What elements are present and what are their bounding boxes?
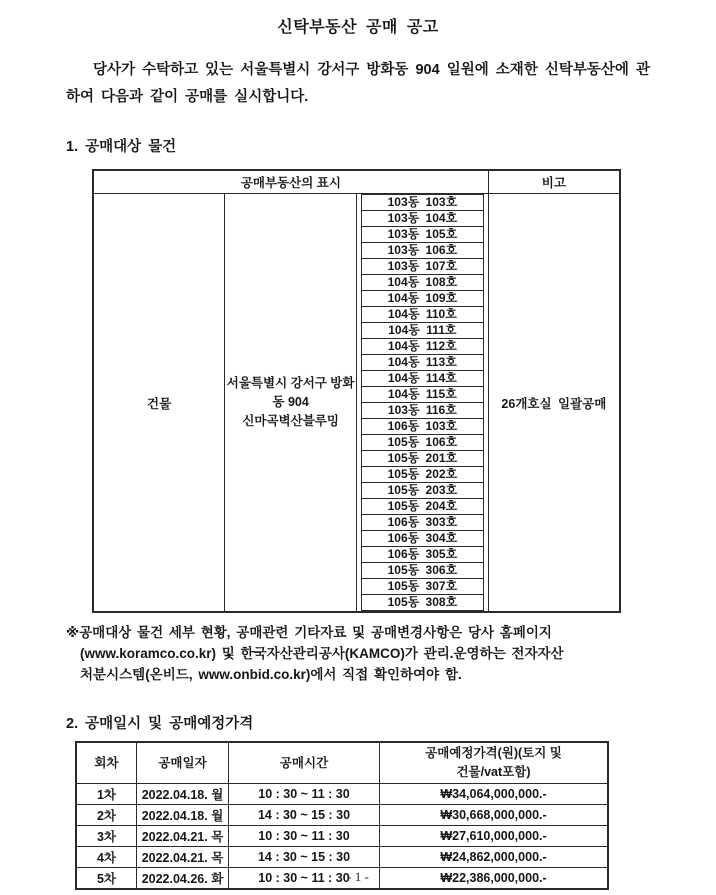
address-line2: 신마곡벽산블루밍 — [242, 414, 339, 428]
time-cell: 14 : 30 ~ 15 : 30 — [229, 805, 380, 826]
price-cell: ₩30,668,000,000.- — [380, 805, 609, 826]
unit-item: 106동 303호 — [361, 514, 484, 531]
date-cell: 2022.04.26. 화 — [137, 868, 229, 890]
header-date: 공매일자 — [137, 742, 229, 784]
unit-item: 106동 103호 — [361, 418, 484, 435]
date-cell: 2022.04.18. 월 — [137, 805, 229, 826]
remark-cell: 26개호실 일괄공매 — [488, 194, 620, 613]
unit-item: 105동 201호 — [361, 450, 484, 467]
unit-item: 106동 304호 — [361, 530, 484, 547]
round-cell: 2차 — [76, 805, 137, 826]
auction-schedule-row — [76, 847, 608, 868]
section2-heading: 2. 공매일시 및 공매예정가격 — [66, 716, 254, 732]
address-line1: 서울특별시 강서구 방화동 904 — [226, 376, 355, 409]
time-cell: 10 : 30 ~ 11 : 30 — [229, 868, 380, 890]
unit-item: 105동 106호 — [361, 434, 484, 451]
property-address-cell — [225, 194, 357, 613]
unit-list — [361, 194, 484, 611]
time-cell: 10 : 30 ~ 11 : 30 — [229, 784, 380, 805]
unit-item: 105동 307호 — [361, 578, 484, 595]
table1-header-remark: 비고 — [488, 170, 620, 194]
round-cell: 3차 — [76, 826, 137, 847]
auction-schedule-row — [76, 784, 608, 805]
unit-item: 104동 112호 — [361, 338, 484, 355]
page-number: - 1 - — [347, 869, 369, 884]
unit-item: 104동 111호 — [361, 322, 484, 339]
price-cell: ₩27,610,000,000.- — [380, 826, 609, 847]
unit-list-cell — [357, 194, 489, 613]
table2-header-row — [76, 742, 608, 784]
unit-item: 103동 116호 — [361, 402, 484, 419]
unit-item: 104동 110호 — [361, 306, 484, 323]
header-time: 공매시간 — [229, 742, 380, 784]
unit-item: 103동 105호 — [361, 226, 484, 243]
section1-heading: 1. 공매대상 물건 — [66, 139, 177, 155]
unit-item: 105동 202호 — [361, 466, 484, 483]
header-price-line1: 공매예정가격(원)(토지 및 — [425, 746, 562, 760]
unit-item: 104동 113호 — [361, 354, 484, 371]
date-cell: 2022.04.18. 월 — [137, 784, 229, 805]
time-cell: 10 : 30 ~ 11 : 30 — [229, 826, 380, 847]
time-cell: 14 : 30 ~ 15 : 30 — [229, 847, 380, 868]
category-cell: 건물 — [93, 194, 225, 613]
note-line-2: (www.koramco.co.kr) 및 한국자산관리공사(KAMCO)가 관리.운영하는 전자자산 — [80, 646, 564, 661]
unit-item: 105동 306호 — [361, 562, 484, 579]
unit-item: 104동 109호 — [361, 290, 484, 307]
auction-schedule-row — [76, 826, 608, 847]
price-cell: ₩34,064,000,000.- — [380, 784, 609, 805]
header-price — [380, 742, 609, 784]
unit-item: 105동 308호 — [361, 594, 484, 611]
page-title: 신탁부동산 공매 공고 — [277, 19, 439, 36]
table1-header-main: 공매부동산의 표시 — [93, 170, 488, 194]
unit-item: 103동 106호 — [361, 242, 484, 259]
unit-item: 104동 114호 — [361, 370, 484, 387]
header-price-line2: 건물/vat포함) — [456, 765, 531, 779]
note-block — [66, 622, 650, 685]
auction-schedule-table — [75, 741, 609, 890]
round-cell: 1차 — [76, 784, 137, 805]
auction-schedule-row — [76, 805, 608, 826]
round-cell: 5차 — [76, 868, 137, 890]
price-cell: ₩24,862,000,000.- — [380, 847, 609, 868]
date-cell: 2022.04.21. 목 — [137, 826, 229, 847]
note-line-3: 처분시스템(온비드, www.onbid.co.kr)에서 직접 확인하여야 함. — [80, 667, 462, 682]
unit-item: 103동 103호 — [361, 194, 484, 211]
unit-item: 103동 104호 — [361, 210, 484, 227]
unit-item: 106동 305호 — [361, 546, 484, 563]
header-round: 회차 — [76, 742, 137, 784]
unit-item: 104동 115호 — [361, 386, 484, 403]
note-line-1: ※공매대상 물건 세부 현황, 공매관련 기타자료 및 공매변경사항은 당사 홈페이지 — [66, 625, 552, 640]
round-cell: 4차 — [76, 847, 137, 868]
price-cell: ₩22,386,000,000.- — [380, 868, 609, 890]
auction-items-table — [92, 169, 621, 613]
unit-item: 105동 203호 — [361, 482, 484, 499]
unit-item: 103동 107호 — [361, 258, 484, 275]
intro-paragraph: 당사가 수탁하고 있는 서울특별시 강서구 방화동 904 일원에 소재한 신탁부동산에 관하여 다음과 같이 공매를 실시합니다. — [66, 62, 650, 105]
unit-item: 104동 108호 — [361, 274, 484, 291]
table1-header-row — [93, 170, 620, 194]
table1-body-row — [93, 194, 620, 613]
date-cell: 2022.04.21. 목 — [137, 847, 229, 868]
unit-item: 105동 204호 — [361, 498, 484, 515]
